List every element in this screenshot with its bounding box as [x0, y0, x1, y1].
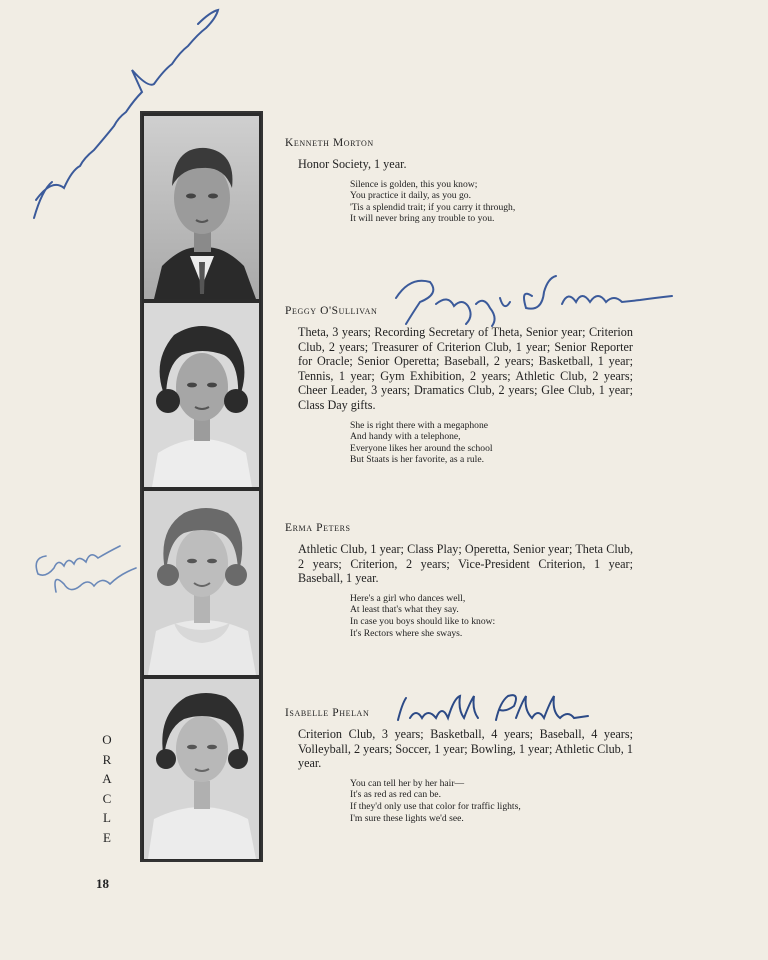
- label-letter: C: [102, 790, 112, 806]
- verse-line: I'm sure these lights we'd see.: [350, 812, 464, 824]
- entry-peggy-osullivan: [285, 305, 633, 466]
- entry-isabelle-phelan: [285, 707, 633, 824]
- verse-line: In case you boys should like to know:: [350, 615, 496, 627]
- label-letter: O: [102, 732, 112, 747]
- portrait-strip: [140, 111, 263, 862]
- verse-line: 'Tis a splendid trait; if you carry it through,: [350, 201, 516, 213]
- verse-line: But Staats is her favorite, as a rule.: [350, 454, 485, 466]
- label-letter: E: [103, 829, 111, 845]
- student-name: Isabelle Phelan: [285, 707, 370, 719]
- student-name: Peggy O'Sullivan: [285, 305, 378, 317]
- student-activities: Criterion Club, 3 years; Basketball, 4 years; Baseball, 4 years; Volleyball, 2 years; Soccer, 1 year; Bowling, 1 year; Athletic Club, 1 year.: [298, 727, 633, 771]
- portrait-kenneth-morton: [144, 116, 259, 299]
- student-verse: [350, 593, 633, 639]
- verse-line: You can tell her by her hair—: [350, 777, 465, 789]
- verse-line: And handy with a telephone,: [350, 431, 461, 443]
- signature-erma-peters: [28, 528, 148, 608]
- label-letter: R: [102, 751, 112, 767]
- verse-line: At least that's what they say.: [350, 604, 459, 616]
- verse-line: It's Rectors where she sways.: [350, 627, 463, 639]
- student-name: Kenneth Morton: [285, 137, 374, 149]
- verse-line: If they'd only use that color for traffic lights,: [350, 800, 521, 812]
- verse-line: She is right there with a megaphone: [350, 419, 489, 431]
- student-verse: [350, 778, 633, 824]
- verse-line: Everyone likes her around the school: [350, 442, 493, 454]
- label-letter: A: [102, 771, 112, 787]
- student-name: Erma Peters: [285, 522, 351, 534]
- student-verse: [350, 420, 633, 466]
- student-verse: [350, 179, 633, 225]
- verse-line: Here's a girl who dances well,: [350, 592, 466, 604]
- page-number: 18: [96, 876, 109, 891]
- oracle-vertical-label: [99, 730, 115, 848]
- verse-line: Silence is golden, this you know;: [350, 178, 478, 190]
- label-letter: L: [103, 810, 111, 826]
- entry-kenneth-morton: [285, 137, 633, 225]
- entry-erma-peters: [285, 522, 633, 639]
- portrait-isabelle-phelan: [144, 679, 259, 859]
- portrait-peggy-osullivan: [144, 303, 259, 487]
- verse-line: You practice it daily, as you go.: [350, 190, 471, 202]
- verse-line: It's as red as red can be.: [350, 789, 441, 801]
- portrait-erma-peters: [144, 491, 259, 675]
- student-activities: Athletic Club, 1 year; Class Play; Operetta, Senior year; Theta Club, 2 years; Criterion, 2 years; Vice-President Criterion, 1 year; Baseball, 1 year.: [298, 542, 633, 586]
- student-activities: Theta, 3 years; Recording Secretary of Theta, Senior year; Criterion Club, 2 years; Treasurer of Criterion Club, 1 year; Senior Reporter for Oracle; Senior Operetta; Baseball, 2 years; Basketball, 1 year; Tennis, 1 year; Gym Exhibition, 2 years; Athletic Club, 2 years; Cheer Leader, 3 years; Dramatics Club, 2 years; Glee Club, 1 year; Class Day gifts.: [298, 325, 633, 412]
- student-activities: Honor Society, 1 year.: [298, 157, 407, 171]
- verse-line: It will never bring any trouble to you.: [350, 213, 495, 225]
